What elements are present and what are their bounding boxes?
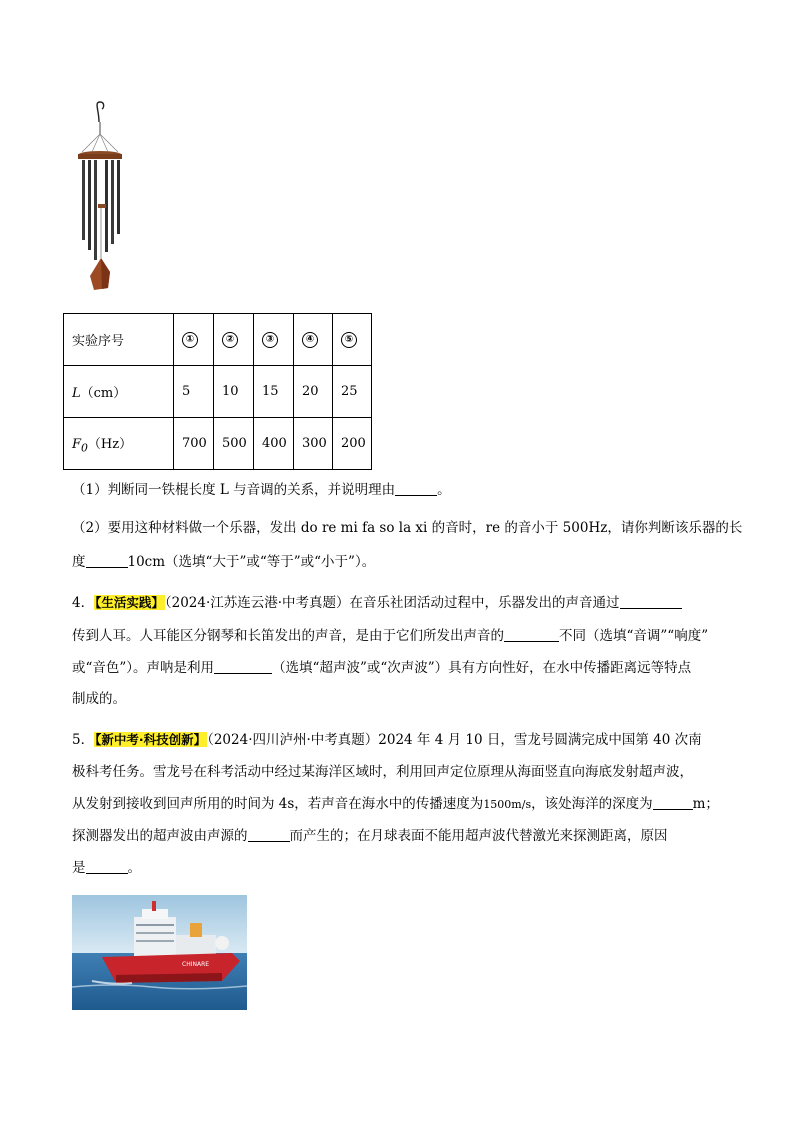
answer-blank[interactable] bbox=[620, 594, 682, 609]
table-row-frequency bbox=[64, 418, 372, 470]
question-number: 4． bbox=[72, 595, 95, 611]
trial-number-1: ① bbox=[182, 332, 198, 348]
table-cell: 15 bbox=[254, 366, 294, 418]
table-cell: 700 bbox=[174, 418, 214, 470]
trial-number-2: ② bbox=[222, 332, 238, 348]
trial-number-3: ③ bbox=[262, 332, 278, 348]
trial-number-5: ⑤ bbox=[341, 332, 357, 348]
length-row-label: L（cm） bbox=[64, 366, 174, 418]
table-header-label: 实验序号 bbox=[64, 314, 174, 366]
q4-line2: 传到人耳。人耳能区分钢琴和长笛发出的声音，是由于它们所发出声音的 不同（选填“音调”“响度” bbox=[72, 628, 709, 644]
answer-blank[interactable] bbox=[86, 553, 128, 568]
q5-line5: 是 。 bbox=[72, 860, 141, 876]
q4-line4: 制成的。 bbox=[72, 691, 126, 707]
table-cell: 200 bbox=[333, 418, 372, 470]
q5-line2: 极科考任务。雪龙号在科考活动中经过某海洋区域时，利用回声定位原理从海面竖直向海底发射超声波， bbox=[72, 764, 693, 780]
experiment-table bbox=[63, 313, 372, 470]
question-tag: 【生活实践】 bbox=[95, 595, 164, 610]
answer-blank[interactable] bbox=[653, 795, 693, 810]
q3-part2-line1: （2）要用这种材料做一个乐器，发出 do re mi fa so la xi 的音时，re 的音小于 500Hz，请你判断该乐器的长 bbox=[72, 520, 743, 536]
q3-part2-line2: 度 10cm（选填“大于”或“等于”或“小于”）。 bbox=[72, 554, 376, 570]
question-tag: 【新中考·科技创新】 bbox=[95, 732, 207, 747]
table-cell: 300 bbox=[294, 418, 333, 470]
answer-blank[interactable] bbox=[248, 827, 290, 842]
table-row-length bbox=[64, 366, 372, 418]
answer-blank[interactable] bbox=[86, 859, 128, 874]
trial-number-4: ④ bbox=[302, 332, 318, 348]
table-cell: 20 bbox=[294, 366, 333, 418]
table-cell: 25 bbox=[333, 366, 372, 418]
answer-blank[interactable] bbox=[214, 659, 272, 674]
question-number: 5． bbox=[72, 732, 95, 748]
frequency-row-label: $F_0(Hz)$ bbox=[64, 418, 174, 470]
table-cell: 500 bbox=[214, 418, 254, 470]
q3-part1: （1）判断同一铁棍长度 L 与音调的关系，并说明理由 。 bbox=[72, 482, 451, 498]
icebreaker-ship-image bbox=[72, 895, 247, 1010]
ship-hull-lettering: CHINARE bbox=[182, 961, 210, 968]
q5-line3: 从发射到接收到回声所用的时间为 4s，若声音在海水中的传播速度为1500m/s，该处海洋的深度为 m； bbox=[72, 796, 719, 812]
answer-blank[interactable] bbox=[504, 627, 559, 642]
table-cell: 10 bbox=[214, 366, 254, 418]
wind-chime-image bbox=[72, 100, 132, 300]
table-cell: 5 bbox=[174, 366, 214, 418]
q5-line1: 5．【新中考·科技创新】（2024·四川泸州·中考真题）2024 年 4 月 10 日，雪龙号圆满完成中国第 40 次南 bbox=[72, 732, 702, 748]
table-header-row bbox=[64, 314, 372, 366]
table-cell: 400 bbox=[254, 418, 294, 470]
answer-blank[interactable] bbox=[395, 481, 437, 496]
q5-line4: 探测器发出的超声波由声源的 而产生的；在月球表面不能用超声波代替激光来探测距离，原因 bbox=[72, 828, 668, 844]
q4-line3: 或“音色”）。声呐是利用 （选填“超声波”或“次声波”）具有方向性好，在水中传播距离远等特点 bbox=[72, 660, 692, 676]
q4-line1: 4．【生活实践】（2024·江苏连云港·中考真题）在音乐社团活动过程中，乐器发出的声音通过 bbox=[72, 593, 682, 613]
